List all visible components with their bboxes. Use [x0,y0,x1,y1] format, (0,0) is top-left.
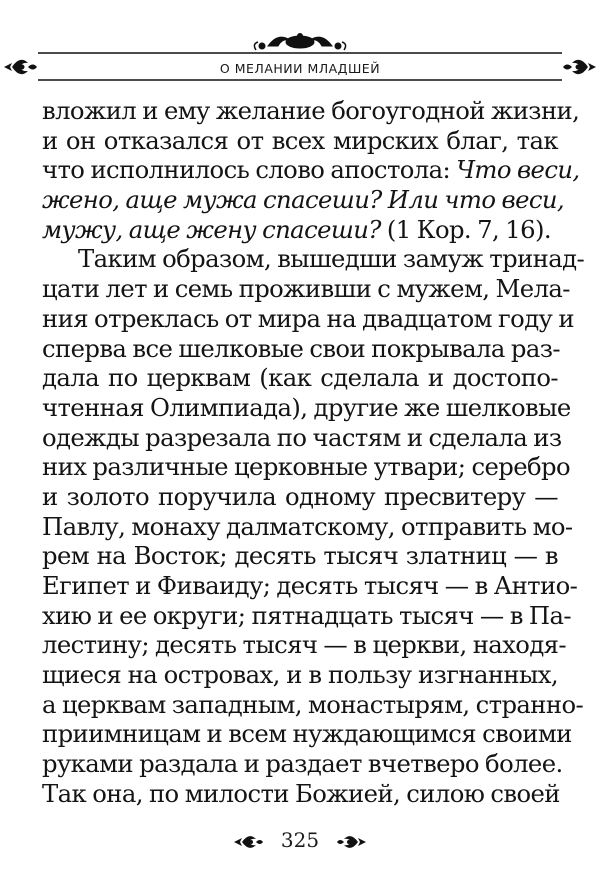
text-line: цати лет и семь проживши с мужем, Мела- [42,274,570,304]
crown-flourish-icon [254,34,345,51]
header-ornament [0,0,600,90]
scripture-quote: Что веси, [456,155,580,185]
text-line: ния отреклась от мира на двадцатом году и [42,303,574,333]
text-line: приимницам и всем нуждающимся своими [42,719,572,749]
text-line: сперва все шелковые свои покрывала раз- [42,333,560,363]
running-title: О МЕЛАНИИ МЛАДШЕЙ [219,61,381,76]
text-line: рем на Восток; десять тысяч златниц — в [42,541,558,571]
text-line: а церквам западным, монастырям, странно- [42,689,584,719]
page-footer [0,820,600,860]
text-line: вложил и ему желание богоугодной жизни, [42,96,580,125]
text-line: и золото поручила одному пресвитеру — [42,481,558,511]
text-line: Павлу, монаху далматскому, отправить мо- [42,511,573,541]
text-line: дала по церквам (как сделала и достопо- [42,363,558,393]
text-line: хию и ее округи; пятнадцать тысяч — в Па- [42,600,571,630]
page-header [0,0,600,90]
scripture-quote: жено, аще мужа спасеши? Или что веси, [42,185,565,215]
text-line: руками раздала и раздает вчетверо более. [42,749,563,779]
text-line: чтенная Олимпиада), другие же шелковые [42,392,571,422]
text-line: одежды разрезала по частям и сделала из [42,422,562,452]
scripture-quote: мужу, аще жену спасеши? [42,214,381,244]
text-line [42,215,558,245]
text-line: Египет и Фиваиду; десять тысяч — в Антио- [42,571,578,600]
text-line [42,155,580,185]
text-run: что исполнилось слово апостола: [42,155,457,185]
page-number: 325 [280,828,320,852]
body-text [42,96,585,809]
text-line: них различные церковные утвари; серебро [42,452,571,482]
text-line [42,185,565,215]
text-line: щиеся на островах, и в пользу изгнанных, [42,660,558,690]
citation: (1 Кор. 7, 16). [380,214,551,244]
text-line: Так она, по милости Божией, силою своей [42,778,560,808]
text-line: и он отказался от всех мирских благ, так [42,125,558,155]
text-line: лестину; десять тысяч — в церкви, находя- [42,630,567,660]
text-line: Таким образом, вышедши замуж тринад- [78,244,585,274]
